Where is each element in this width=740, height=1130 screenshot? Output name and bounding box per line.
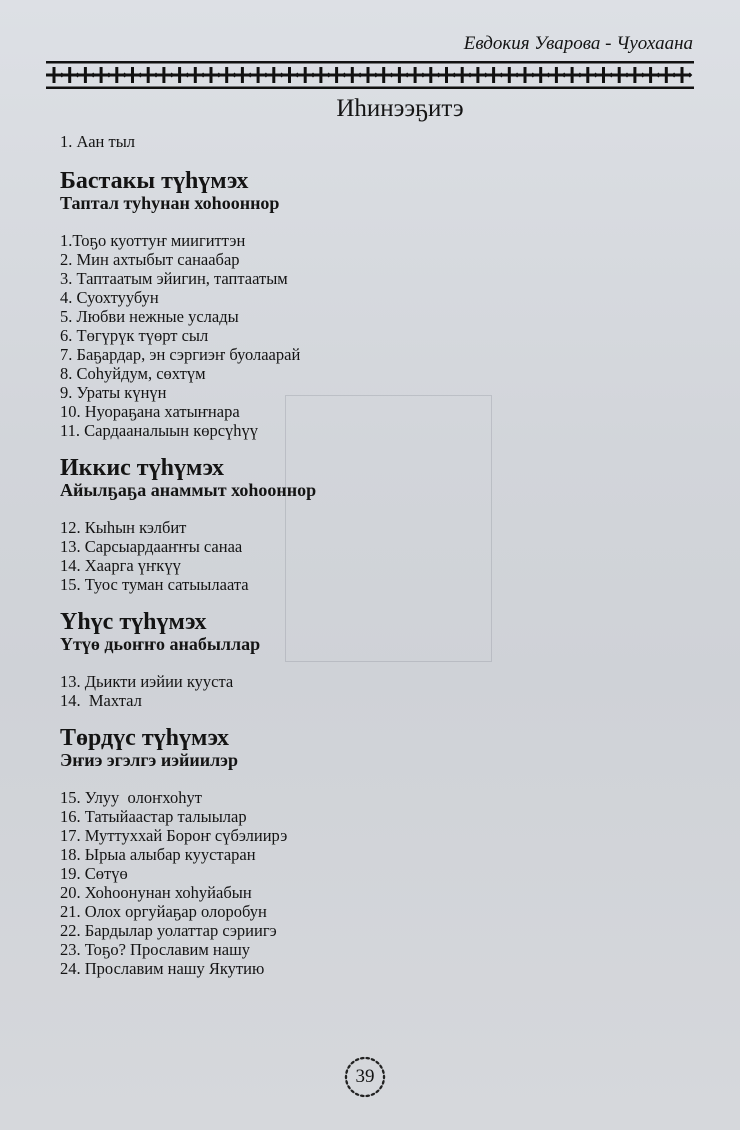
toc-intro-item: 1. Аан тыл	[60, 132, 136, 151]
section-subheading: Үтүө дьоҥҥо анабыллар	[60, 634, 261, 654]
toc-item: 23. Тоҕо? Прославим нашу	[60, 940, 251, 959]
toc-section-2	[60, 456, 620, 594]
ornament-divider	[46, 61, 694, 89]
section-heading: Үһүс түһүмэх	[60, 609, 207, 635]
toc-item: 4. Суохтуубун	[60, 288, 159, 307]
toc-item: 15. Улуу олоҥхоһут	[60, 788, 202, 807]
toc-section-1	[60, 169, 620, 440]
toc-item: 3. Таптаатым эйигин, таптаатым	[60, 269, 288, 288]
toc-item: 15. Туос туман сатыылаата	[60, 575, 249, 594]
toc-item: 10. Нуораҕана хатыҥнара	[60, 402, 240, 421]
toc-item: 17. Муттуххай Бороҥ сүбэлиирэ	[60, 826, 288, 845]
toc-item: 14. Хаарга үҥкүү	[60, 556, 181, 575]
toc-item: 16. Татыйаастар талыылар	[60, 807, 247, 826]
toc-item: 19. Сөтүө	[60, 864, 128, 883]
page-number	[340, 1050, 390, 1104]
toc-item: 11. Сардааналыын көрсүһүү	[60, 421, 259, 440]
toc-item: 24. Прославим нашу Якутию	[60, 959, 265, 978]
toc-title: Иһинээҕитэ	[336, 95, 464, 122]
section-subheading: Айылҕаҕа анаммыт хоһооннор	[60, 480, 317, 500]
toc-item: 9. Ураты күнүн	[60, 383, 167, 402]
section-heading: Иккис түһүмэх	[60, 455, 225, 481]
toc-item: 2. Мин ахтыбыт санаабар	[60, 250, 240, 269]
toc-item: 13. Дьикти иэйии кууста	[60, 672, 234, 691]
toc-section-4	[60, 726, 620, 978]
section-subheading: Таптал туһунан хоһооннор	[60, 193, 280, 213]
toc-item: 1.Тоҕо куоттуҥ миигиттэн	[60, 231, 246, 250]
toc-item: 8. Соһуйдум, сөхтүм	[60, 364, 206, 383]
section-heading: Төрдүс түһүмэх	[60, 725, 230, 751]
running-header-author: Евдокия Уварова - Чуохаана	[463, 33, 693, 54]
toc-item: 7. Баҕардар, эн сэргиэҥ буолаарай	[60, 345, 301, 364]
toc-item: 12. Кыһын кэлбит	[60, 518, 187, 537]
toc-item: 20. Хоһоонунан хоһуйабын	[60, 883, 252, 902]
section-heading: Бастакы түһүмэх	[60, 168, 249, 194]
toc-item: 5. Любви нежные услады	[60, 307, 239, 326]
toc-item: 18. Ырыа алыбар куустаран	[60, 845, 256, 864]
page-number-label: 39	[355, 1066, 375, 1087]
toc-item: 14. Махтал	[60, 691, 142, 710]
toc-body	[60, 132, 620, 978]
toc-item: 13. Сарсыардааҥҥы санаа	[60, 537, 243, 556]
toc-item: 21. Олох оргуйаҕар олоробун	[60, 902, 267, 921]
toc-item: 6. Төгүрүк түөрт сыл	[60, 326, 209, 345]
toc-item: 22. Бардылар уолаттар сэриигэ	[60, 921, 277, 940]
toc-section-3	[60, 610, 620, 710]
section-subheading: Эҥиэ эгэлгэ иэйиилэр	[60, 750, 238, 770]
